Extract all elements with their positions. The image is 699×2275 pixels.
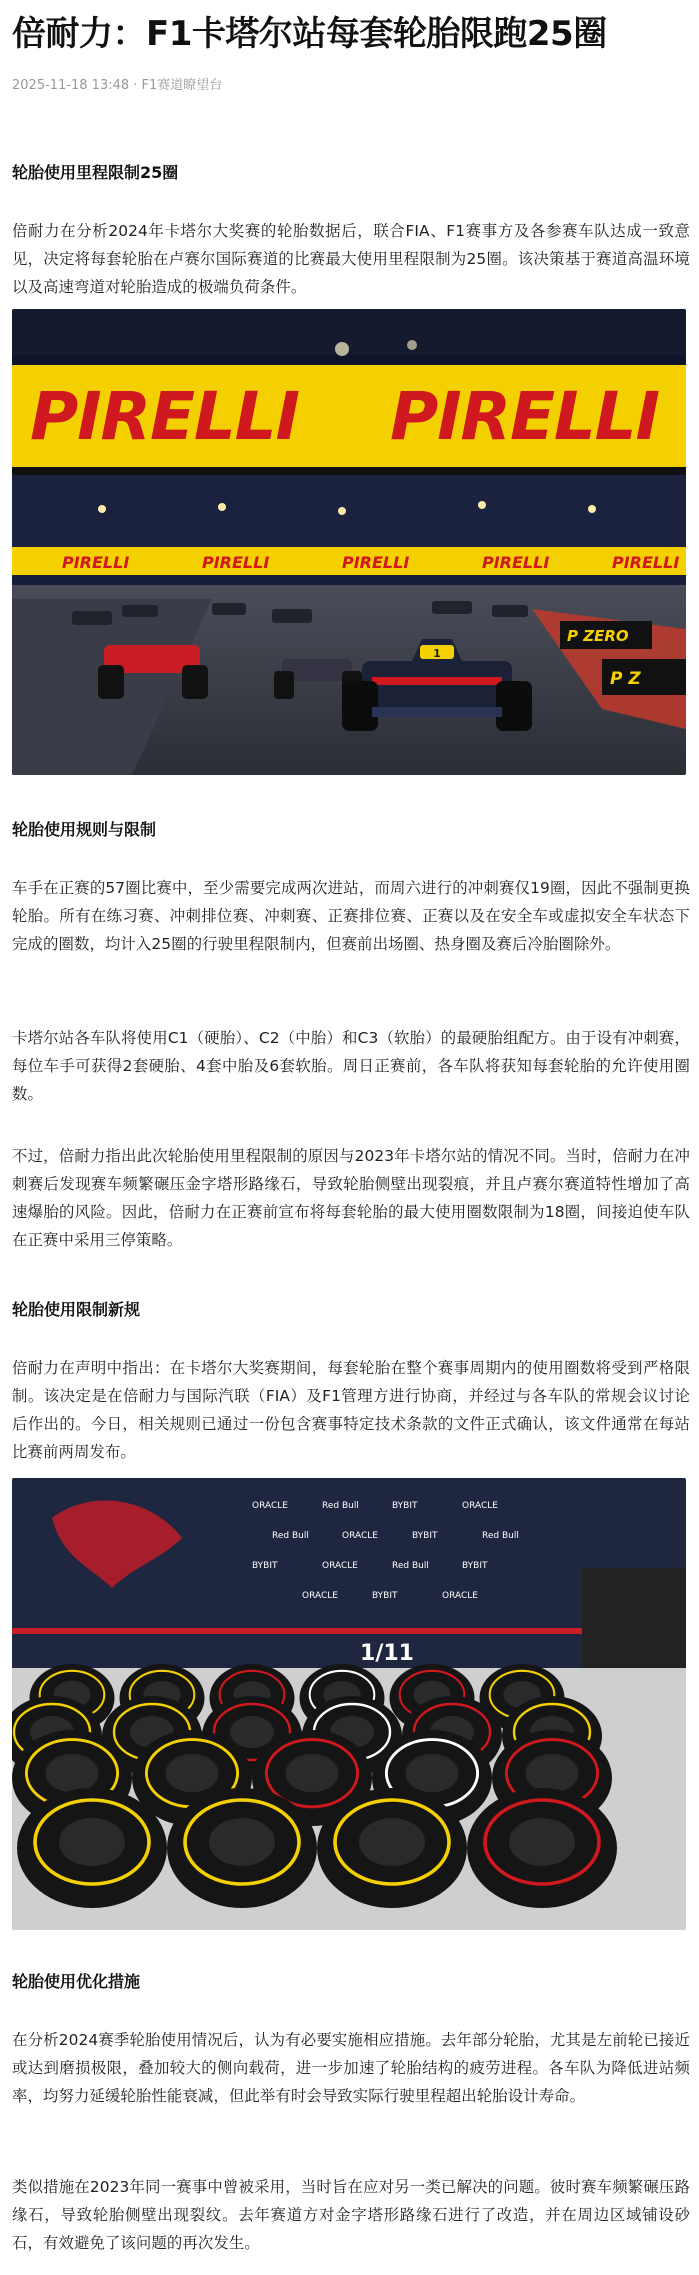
car-number: 1: [433, 647, 441, 660]
svg-text:BYBIT: BYBIT: [252, 1561, 278, 1571]
paragraph: 在分析2024赛季轮胎使用情况后，认为有必要实施相应措施。去年部分轮胎，尤其是左前轮已接近或达到磨损极限，叠加较大的侧向载荷，进一步加速了轮胎结构的疲劳进程。各车队为降低进站频率，均努力延缓轮胎性能衰减，但此举有时会导致实际行驶里程超出轮胎设计寿命。: [12, 2031, 690, 2105]
garage-tyre-photo: [12, 1478, 686, 1930]
pz-board: P Z: [610, 669, 641, 689]
pirelli-banner-right: PIRELLI: [390, 378, 660, 455]
paragraph: 卡塔尔站各车队将使用C1（硬胎）、C2（中胎）和C3（软胎）的最硬胎组配方。由于设有冲刺赛，每位车手可获得2套硬胎、4套中胎及6套软胎。周日正赛前，各车队将获知每套轮胎的允许使用圈数。: [12, 1029, 690, 1103]
svg-text:BYBIT: BYBIT: [392, 1501, 418, 1511]
svg-text:BYBIT: BYBIT: [462, 1561, 488, 1571]
pirelli-small-2: PIRELLI: [202, 553, 270, 572]
section-heading-optimization: 轮胎使用优化措施: [12, 1972, 141, 1991]
svg-text:ORACLE: ORACLE: [252, 1501, 288, 1511]
pirelli-small-4: PIRELLI: [482, 553, 550, 572]
svg-text:ORACLE: ORACLE: [442, 1591, 478, 1601]
paragraph: 倍耐力在声明中指出：在卡塔尔大奖赛期间，每套轮胎在整个赛事周期内的使用圈数将受到严格限制。该决定是在倍耐力与国际汽联（FIA）及F1管理方进行协商，并经过与各车队的常规会议讨论后作出的。今日，相关规则已通过一份包含赛事特定技术条款的文件正式确认，该文件通常在每站比赛前两周发布。: [12, 1359, 690, 1461]
pirelli-banner-left: PIRELLI: [30, 378, 300, 455]
pzero-board: P ZERO: [567, 627, 629, 645]
section-heading-usage-rules: 轮胎使用规则与限制: [12, 820, 157, 839]
paragraph: 类似措施在2023年同一赛事中曾被采用，当时旨在应对另一类已解决的问题。彼时赛车频繁碾压路缘石，导致轮胎侧壁出现裂纹。去年赛道方对金字塔形路缘石进行了改造，并在周边区域铺设砂石，有效避免了该问题的再次发生。: [12, 2178, 690, 2252]
tyre-icon: [467, 1788, 617, 1908]
svg-text:ORACLE: ORACLE: [462, 1501, 498, 1511]
section-heading-mileage-limit: 轮胎使用里程限制25圈: [12, 163, 179, 182]
svg-text:Red Bull: Red Bull: [272, 1531, 309, 1541]
svg-text:ORACLE: ORACLE: [322, 1561, 358, 1571]
paragraph: 不过，倍耐力指出此次轮胎使用里程限制的原因与2023年卡塔尔站的情况不同。当时，倍耐力在冲刺赛后发现赛车频繁碾压金字塔形路缘石，导致轮胎侧壁出现裂痕，并且卢赛尔赛道特性增加了高速爆胎的风险。因此，倍耐力在正赛前宣布将每套轮胎的最大使用圈数限制为18圈，间接迫使车队在正赛中采用三停策略。: [12, 1147, 690, 1249]
svg-text:BYBIT: BYBIT: [412, 1531, 438, 1541]
pirelli-small-5: PIRELLI: [612, 553, 680, 572]
tyre-icon: [167, 1788, 317, 1908]
article-meta: 2025-11-18 13:48 · F1赛道瞭望台: [12, 78, 223, 93]
article-title: 倍耐力：F1卡塔尔站每套轮胎限跑25圈: [12, 14, 607, 54]
svg-text:Red Bull: Red Bull: [392, 1561, 429, 1571]
race-photo: [12, 309, 686, 775]
svg-text:ORACLE: ORACLE: [342, 1531, 378, 1541]
paragraph: 倍耐力在分析2024年卡塔尔大奖赛的轮胎数据后，联合FIA、F1赛事方及各参赛车队达成一致意见，决定将每套轮胎在卢赛尔国际赛道的比赛最大使用里程限制为25圈。该决策基于赛道高温环境以及高速弯道对轮胎造成的极端负荷条件。: [12, 222, 690, 296]
svg-text:ORACLE: ORACLE: [302, 1591, 338, 1601]
garage-number: 1/11: [360, 1641, 414, 1666]
svg-text:Red Bull: Red Bull: [482, 1531, 519, 1541]
pirelli-small-3: PIRELLI: [342, 553, 410, 572]
paragraph: 车手在正赛的57圈比赛中，至少需要完成两次进站，而周六进行的冲刺赛仅19圈，因此不强制更换轮胎。所有在练习赛、冲刺排位赛、冲刺赛、正赛排位赛、正赛以及在安全车或虚拟安全车状态下完成的圈数，均计入25圈的行驶里程限制内，但赛前出场圈、热身圈及赛后冷胎圈除外。: [12, 879, 690, 953]
tyre-icon: [17, 1788, 167, 1908]
pirelli-small-1: PIRELLI: [62, 553, 130, 572]
svg-text:BYBIT: BYBIT: [372, 1591, 398, 1601]
svg-text:Red Bull: Red Bull: [322, 1501, 359, 1511]
tyre-icon: [317, 1788, 467, 1908]
section-heading-new-rules: 轮胎使用限制新规: [12, 1300, 141, 1319]
